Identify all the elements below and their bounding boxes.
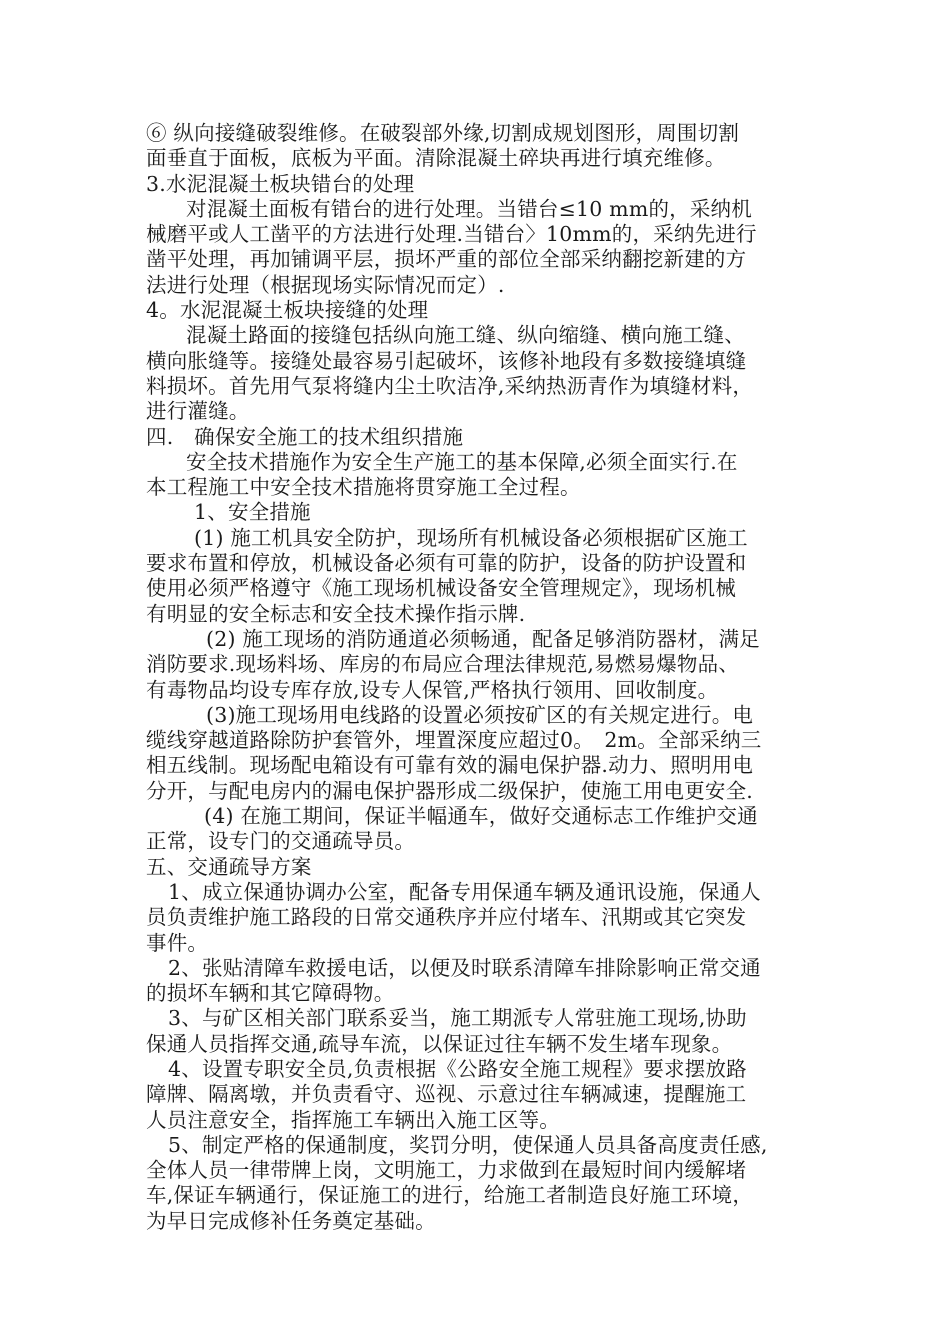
text-line: (3)施工现场用电线路的设置必须按矿区的有关规定进行。电: [206, 702, 754, 727]
text-line: 全体人员一律带牌上岗，文明施工，力求做到在最短时间内缓解堵: [146, 1158, 747, 1183]
text-line: 员负责维护施工路段的日常交通秩序并应付堵车、汛期或其它突发: [146, 905, 747, 930]
text-line: 五、交通疏导方案: [146, 854, 312, 879]
text-line: 人员注意安全，指挥施工车辆出入施工区等。: [146, 1107, 560, 1132]
text-line: 横向胀缝等。接缝处最容易引起破坏，该修补地段有多数接缝填缝: [146, 348, 747, 373]
text-line: 械磨平或人工凿平的方法进行处理.当错台〉10mm的，采纳先进行: [146, 222, 757, 247]
text-line: 4、设置专职安全员,负责根据《公路安全施工规程》要求摆放路: [168, 1056, 747, 1081]
text-line: 混凝土路面的接缝包括纵向施工缝、纵向缩缝、横向施工缝、: [186, 323, 745, 348]
text-line: 1、成立保通协调办公室，配备专用保通车辆及通讯设施，保通人: [168, 879, 761, 904]
text-line: 分开，与配电房内的漏电保护器形成二级保护，使施工用电更安全.: [146, 778, 754, 803]
text-line: 安全技术措施作为安全生产施工的基本保障,必须全面实行.在: [186, 449, 738, 474]
text-line: ⑥ 纵向接缝破裂维修。在破裂部外缘,切割成规划图形，周围切割: [146, 121, 740, 145]
text-line: 本工程施工中安全技术措施将贯穿施工全过程。: [146, 475, 581, 500]
text-line: 有毒物品均设专库存放,设专人保管,严格执行领用、回收制度。: [146, 677, 719, 702]
text-line: 四. 确保安全施工的技术组织措施: [146, 424, 464, 449]
text-line: (1) 施工机具安全防护，现场所有机械设备必须根据矿区施工: [194, 525, 748, 550]
text-line: 保通人员指挥交通,疏导车流，以保证过往车辆不发生堵车现象。: [146, 1031, 733, 1056]
text-line: 正常，设专门的交通疏导员。: [146, 829, 416, 854]
text-line: 面垂直于面板，底板为平面。清除混凝土碎块再进行填充维修。: [146, 146, 726, 171]
text-line: 5、制定严格的保通制度，奖罚分明，使保通人员具备高度责任感,: [168, 1132, 768, 1157]
text-line: 3、与矿区相关部门联系妥当，施工期派专人常驻施工现场,协助: [168, 1006, 747, 1031]
text-line: 1、安全措施: [194, 500, 311, 525]
text-line: 法进行处理（根据现场实际情况而定）.: [146, 272, 505, 297]
text-line: 对混凝土面板有错台的进行处理。当错台≤10 mm的，采纳机: [186, 196, 752, 221]
text-line: 事件。: [146, 930, 209, 955]
text-line: 相五线制。现场配电箱设有可靠有效的漏电保护器.动力、照明用电: [146, 753, 754, 778]
text-line: 要求布置和停放，机械设备必须有可靠的防护，设备的防护设置和: [146, 551, 747, 576]
text-line: 3.水泥混凝土板块错台的处理: [146, 171, 415, 196]
document-body: [146, 121, 826, 1234]
text-line: 凿平处理，再加铺调平层，损坏严重的部位全部采纳翻挖新建的方: [146, 247, 747, 272]
text-line: 4。水泥混凝土板块接缝的处理: [146, 298, 429, 323]
text-line: 有明显的安全标志和安全技术操作指示牌.: [146, 601, 526, 626]
text-line: 料损坏。首先用气泵将缝内尘土吹洁净,采纳热沥青作为填缝材料，: [146, 373, 754, 398]
text-line: 障牌、隔离墩，并负责看守、巡视、示意过往车辆减速，提醒施工: [146, 1082, 747, 1107]
text-line: (2) 施工现场的消防通道必须畅通，配备足够消防器材，满足: [206, 626, 760, 651]
text-line: 为早日完成修补任务奠定基础。: [146, 1208, 436, 1233]
text-line: 2、张贴清障车救援电话，以便及时联系清障车排除影响正常交通: [168, 955, 761, 980]
text-line: 进行灌缝。: [146, 399, 250, 424]
text-line: 缆线穿越道路除防护套管外，埋置深度应超过0。 2m。全部采纳三: [146, 728, 762, 753]
text-line: 车,保证车辆通行，保证施工的进行，给施工者制造良好施工环境，: [146, 1183, 754, 1208]
text-line: 使用必须严格遵守《施工现场机械设备安全管理规定》，现场机械: [146, 576, 737, 601]
text-line: (4) 在施工期间，保证半幅通车，做好交通标志工作维护交通: [204, 804, 758, 829]
text-line: 消防要求.现场料场、库房的布局应合理法律规范,易燃易爆物品、: [146, 652, 740, 677]
text-line: 的损坏车辆和其它障碍物。: [146, 981, 395, 1006]
